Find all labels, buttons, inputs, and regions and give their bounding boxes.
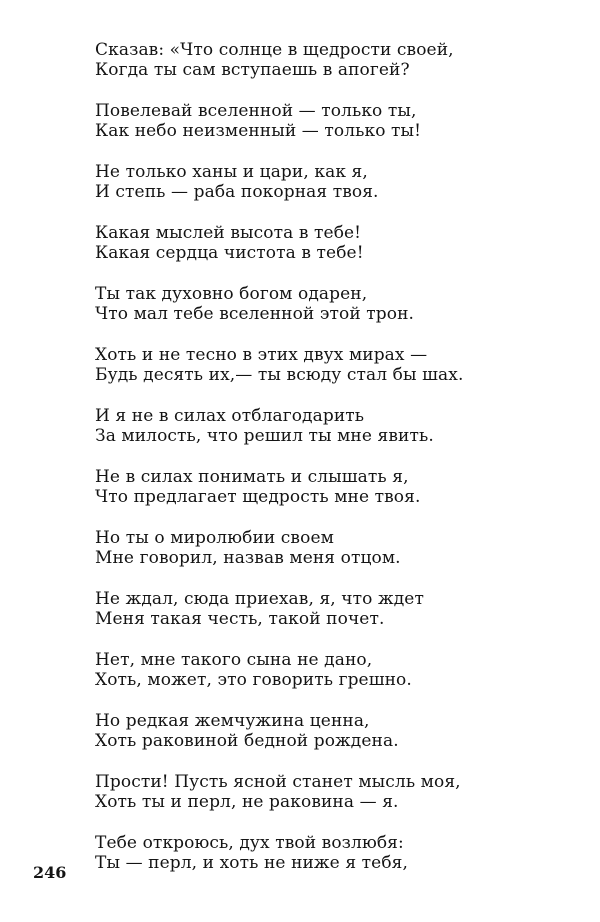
poem-line: Хоть раковиной бедной рождена. [95,731,399,751]
stanza [95,223,575,263]
poem-line: Тебе откроюсь, дух твой возлюбя: [95,833,404,853]
poem-line: Будь десять их,— ты всюду стал бы шах. [95,365,464,385]
poem-line: Хоть, может, это говорить грешно. [95,670,412,690]
stanza [95,711,575,751]
page-number: 246 [33,863,67,882]
stanza [95,772,575,812]
poem-line: Не ждал, сюда приехав, я, что ждет [95,589,424,609]
poem-line: И я не в силах отблагодарить [95,406,365,426]
poem-line: Какая мыслей высота в тебе! [95,223,362,243]
stanza [95,589,575,629]
poem-line: Как небо неизменный — только ты! [95,121,422,141]
stanza [95,162,575,202]
poem-line: Хоть и не тесно в этих двух мирах — [95,345,428,365]
poem-text [95,40,575,894]
poem-line: Но ты о миролюбии своем [95,528,334,548]
poem-line: Хоть ты и перл, не раковина — я. [95,792,399,812]
poem-line: За милость, что решил ты мне явить. [95,426,434,446]
poem-line: Ты — перл, и хоть не ниже я тебя, [95,853,408,873]
poem-line: Какая сердца чистота в тебе! [95,243,364,263]
poem-line: Мне говорил, назвав меня отцом. [95,548,401,568]
poem-line: Когда ты сам вступаешь в апогей? [95,60,410,80]
poem-line: Но редкая жемчужина ценна, [95,711,370,731]
stanza [95,40,575,80]
poem-line: Прости! Пусть ясной станет мысль моя, [95,772,461,792]
poem-line: Что предлагает щедрость мне твоя. [95,487,421,507]
poem-line: И степь — раба покорная твоя. [95,182,379,202]
poem-line: Нет, мне такого сына не дано, [95,650,373,670]
stanza [95,528,575,568]
stanza [95,345,575,385]
poem-line: Повелевай вселенной — только ты, [95,101,417,121]
stanza [95,284,575,324]
stanza [95,406,575,446]
poem-line: Ты так духовно богом одарен, [95,284,368,304]
stanza [95,833,575,873]
stanza [95,650,575,690]
poem-line: Что мал тебе вселенной этой трон. [95,304,415,324]
stanza [95,467,575,507]
stanza [95,101,575,141]
poem-line: Меня такая честь, такой почет. [95,609,385,629]
poem-line: Не только ханы и цари, как я, [95,162,368,182]
poem-line: Сказав: «Что солнце в щедрости своей, [95,40,454,60]
poem-line: Не в силах понимать и слышать я, [95,467,409,487]
